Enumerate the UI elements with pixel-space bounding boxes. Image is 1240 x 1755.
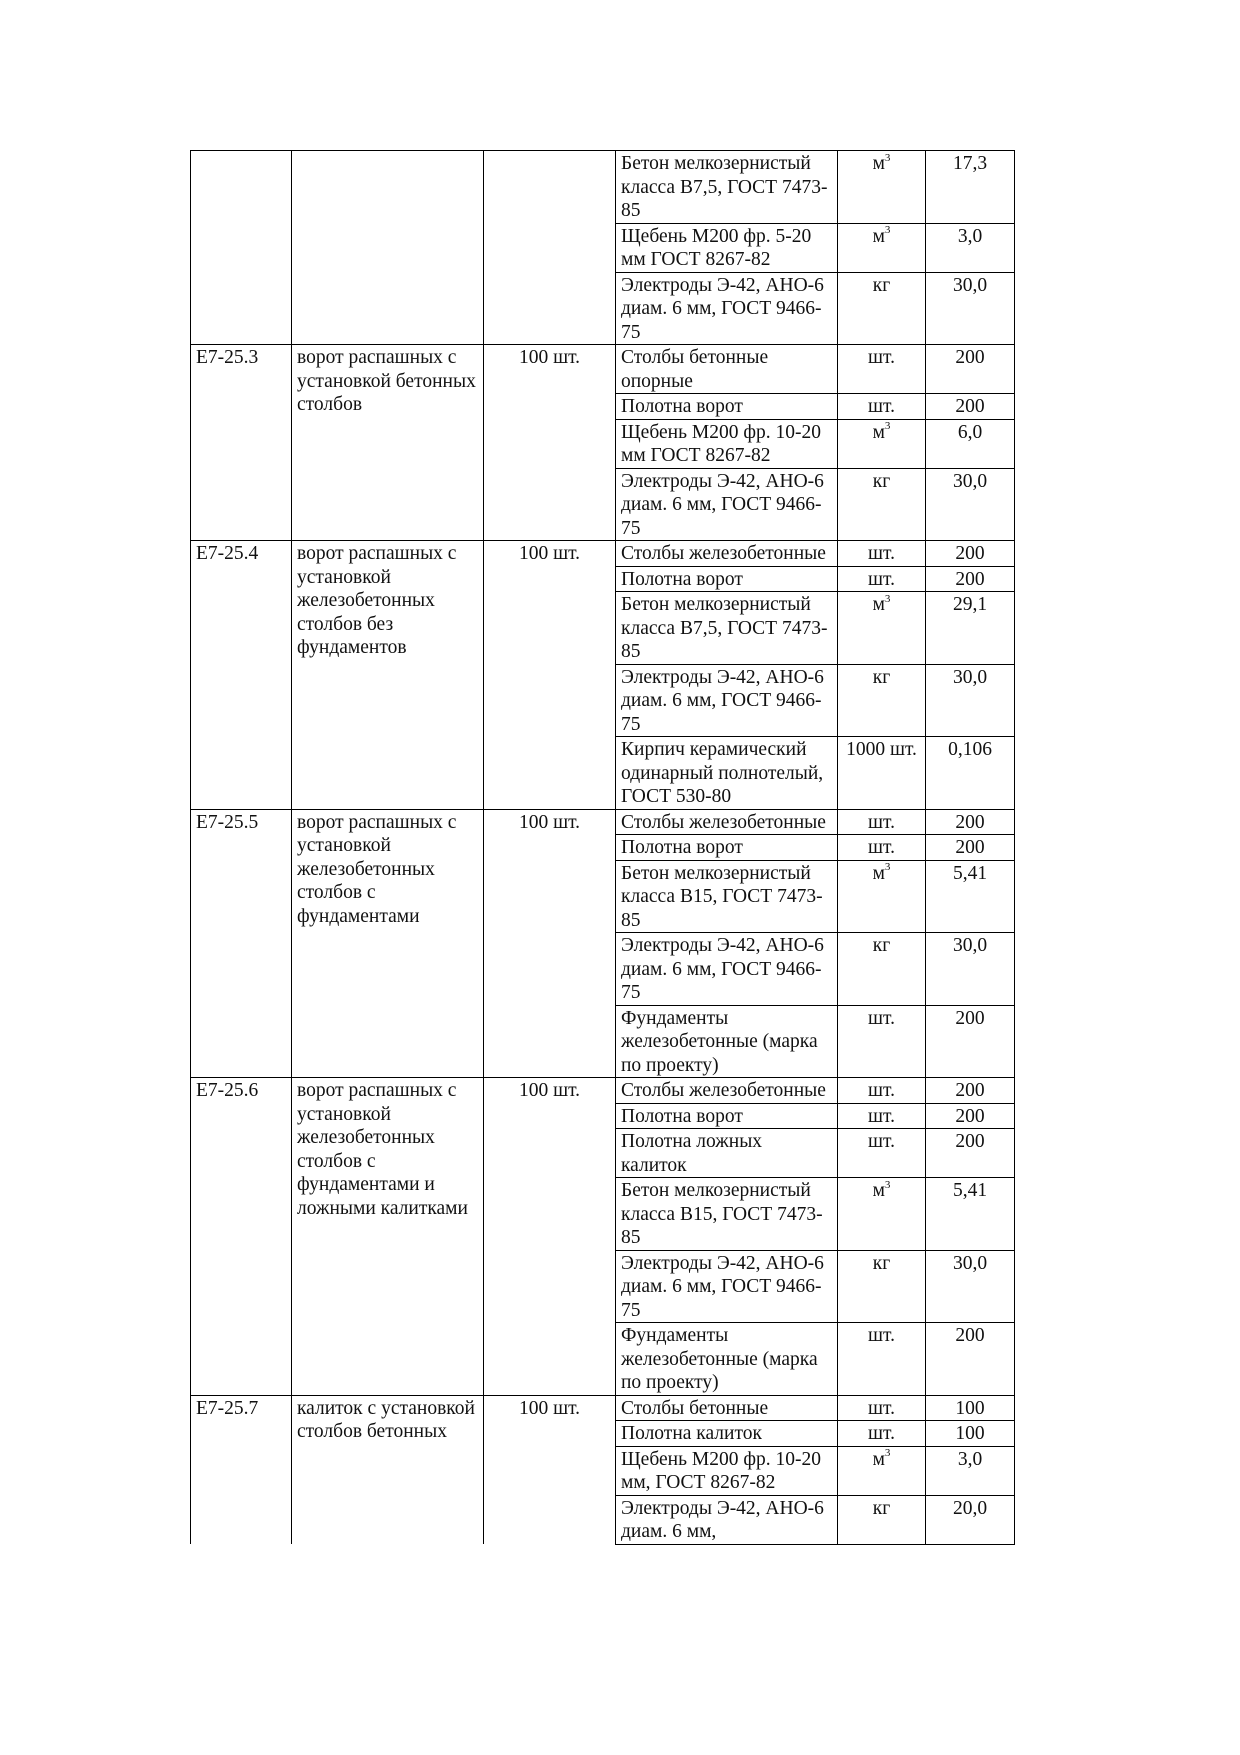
measure-unit-cell: 100 шт. [484, 541, 616, 810]
resource-unit-text: м [872, 594, 885, 615]
resource-unit-cell [838, 151, 926, 224]
resource-name-cell: Столбы железобетонные [616, 541, 838, 567]
resource-quantity-cell: 200 [926, 541, 1015, 567]
resource-unit-text: кг [872, 666, 891, 688]
resource-quantity-cell: 200 [926, 1129, 1015, 1178]
resource-quantity-cell: 200 [926, 345, 1015, 394]
resource-quantity-cell: 29,1 [926, 592, 1015, 665]
resource-unit-cell [838, 468, 926, 541]
resource-unit-cell [838, 1421, 926, 1447]
resource-quantity-cell: 200 [926, 1005, 1015, 1078]
resource-unit-text: м [872, 1180, 885, 1201]
resource-unit-cell [838, 1446, 926, 1495]
resource-name-cell: Бетон мелкозернистый класса В7,5, ГОСТ 7473-85 [616, 592, 838, 665]
resource-unit-text: шт. [868, 837, 895, 858]
resource-unit-cell [838, 1495, 926, 1544]
table-row [191, 541, 1015, 567]
resource-quantity-cell: 100 [926, 1395, 1015, 1421]
resource-name-cell: Электроды Э-42, АНО-6 диам. 6 мм, ГОСТ 9466-75 [616, 1250, 838, 1323]
measure-unit-cell: 100 шт. [484, 809, 616, 1078]
resource-quantity-cell: 30,0 [926, 272, 1015, 345]
unit-exponent: 3 [884, 1447, 891, 1459]
norm-code-cell: Е7-25.7 [191, 1395, 292, 1544]
norm-code-cell: Е7-25.6 [191, 1078, 292, 1396]
resource-quantity-cell: 17,3 [926, 151, 1015, 224]
resource-unit-text: шт. [868, 1423, 895, 1444]
resource-quantity-cell: 30,0 [926, 1250, 1015, 1323]
measure-unit-cell: 100 шт. [484, 345, 616, 541]
resource-unit-text: шт. [868, 1105, 895, 1127]
resource-norms-table [190, 150, 1015, 1545]
resource-quantity-cell: 200 [926, 1323, 1015, 1396]
resource-unit-cell [838, 933, 926, 1006]
resource-name-cell: Полотна ворот [616, 835, 838, 861]
resource-name-cell: Электроды Э-42, АНО-6 диам. 6 мм, ГОСТ 9466-75 [616, 664, 838, 737]
resource-unit-text: шт. [868, 1007, 895, 1029]
work-name-cell: ворот распашных с установкой бетонных столбов [292, 345, 484, 541]
norm-code-cell: Е7-25.3 [191, 345, 292, 541]
resource-unit-cell [838, 1395, 926, 1421]
resource-unit-cell [838, 860, 926, 933]
work-name-cell: ворот распашных с установкой железобетонных столбов с фундаментами и ложными калитками [292, 1078, 484, 1396]
resource-unit-cell [838, 1178, 926, 1251]
resource-quantity-cell: 200 [926, 566, 1015, 592]
resource-unit-text: м [872, 421, 885, 443]
resource-unit-cell [838, 1103, 926, 1129]
resource-unit-text: кг [872, 935, 891, 956]
resource-name-cell: Столбы бетонные [616, 1395, 838, 1421]
resource-unit-text: кг [872, 1252, 891, 1274]
resource-unit-cell [838, 1005, 926, 1078]
norm-code-cell: Е7-25.5 [191, 809, 292, 1078]
resource-name-cell: Бетон мелкозернистый класса В15, ГОСТ 7473-85 [616, 1178, 838, 1251]
resource-name-cell: Щебень М200 фр. 10-20 мм ГОСТ 8267-82 [616, 419, 838, 468]
resource-unit-cell [838, 1129, 926, 1178]
unit-exponent: 3 [884, 592, 891, 605]
resource-name-cell: Электроды Э-42, АНО-6 диам. 6 мм, ГОСТ 9466-75 [616, 272, 838, 345]
resource-unit-text: шт. [868, 811, 895, 833]
resource-name-cell: Фундаменты железобетонные (марка по проекту) [616, 1323, 838, 1396]
resource-quantity-cell: 200 [926, 394, 1015, 420]
resource-unit-text: шт. [868, 347, 895, 368]
resource-unit-cell [838, 419, 926, 468]
resource-name-cell: Бетон мелкозернистый класса В7,5, ГОСТ 7473-85 [616, 151, 838, 224]
resource-unit-cell [838, 592, 926, 665]
resource-unit-text: кг [872, 470, 891, 492]
resource-unit-text: м [872, 862, 885, 884]
resource-unit-cell [838, 541, 926, 567]
table-row [191, 1395, 1015, 1421]
resource-quantity-cell: 30,0 [926, 933, 1015, 1006]
resource-quantity-cell: 200 [926, 1103, 1015, 1129]
resource-quantity-cell: 3,0 [926, 223, 1015, 272]
resource-name-cell: Щебень М200 фр. 10-20 мм, ГОСТ 8267-82 [616, 1446, 838, 1495]
resource-unit-cell [838, 272, 926, 345]
resource-name-cell: Полотна ворот [616, 566, 838, 592]
resource-unit-text: шт. [868, 396, 895, 417]
resource-unit-text: шт. [868, 1080, 895, 1101]
resource-quantity-cell: 30,0 [926, 664, 1015, 737]
resource-quantity-cell: 100 [926, 1421, 1015, 1447]
work-name-cell: ворот распашных с установкой железобетонных столбов с фундаментами [292, 809, 484, 1078]
unit-exponent: 3 [884, 151, 891, 164]
unit-exponent: 3 [884, 1178, 891, 1191]
resource-name-cell: Кирпич керамический одинарный полнотелый, ГОСТ 530-80 [616, 737, 838, 810]
resource-unit-cell [838, 664, 926, 737]
resource-name-cell: Столбы железобетонные [616, 809, 838, 835]
resource-quantity-cell: 200 [926, 1078, 1015, 1104]
resource-unit-text: м [872, 153, 885, 174]
norm-code-cell: Е7-25.4 [191, 541, 292, 810]
resource-name-cell: Фундаменты железобетонные (марка по проекту) [616, 1005, 838, 1078]
resource-unit-text: кг [872, 274, 891, 296]
resource-unit-cell [838, 1078, 926, 1104]
resource-quantity-cell: 200 [926, 809, 1015, 835]
table-row [191, 809, 1015, 835]
resource-quantity-cell: 0,106 [926, 737, 1015, 810]
resource-name-cell: Столбы железобетонные [616, 1078, 838, 1104]
resource-unit-text: м [872, 1448, 885, 1470]
resource-unit-text: 1000 шт. [846, 739, 917, 760]
resource-unit-cell [838, 737, 926, 810]
resource-quantity-cell: 20,0 [926, 1495, 1015, 1544]
resource-unit-cell [838, 835, 926, 861]
work-name-cell: ворот распашных с установкой железобетонных столбов без фундаментов [292, 541, 484, 810]
unit-exponent: 3 [884, 224, 891, 236]
resource-quantity-cell: 30,0 [926, 468, 1015, 541]
resource-name-cell: Полотна ворот [616, 394, 838, 420]
resource-unit-text: шт. [868, 1131, 895, 1152]
resource-quantity-cell: 200 [926, 835, 1015, 861]
resource-name-cell: Щебень М200 фр. 5-20 мм ГОСТ 8267-82 [616, 223, 838, 272]
resource-unit-cell [838, 809, 926, 835]
table-row [191, 151, 1015, 224]
resource-name-cell: Электроды Э-42, АНО-6 диам. 6 мм, ГОСТ 9466-75 [616, 933, 838, 1006]
resource-unit-cell [838, 1323, 926, 1396]
resource-name-cell: Полотна калиток [616, 1421, 838, 1447]
resource-unit-text: шт. [868, 543, 895, 564]
resource-unit-text: шт. [868, 1325, 895, 1346]
resource-quantity-cell: 5,41 [926, 860, 1015, 933]
resource-unit-text: шт. [868, 568, 895, 590]
unit-exponent: 3 [884, 420, 891, 432]
resource-name-cell: Электроды Э-42, АНО-6 диам. 6 мм, [616, 1495, 838, 1544]
table-row [191, 1078, 1015, 1104]
resource-unit-cell [838, 345, 926, 394]
resource-name-cell: Электроды Э-42, АНО-6 диам. 6 мм, ГОСТ 9466-75 [616, 468, 838, 541]
resource-unit-text: шт. [868, 1397, 895, 1419]
norm-code-cell [191, 151, 292, 345]
table-row [191, 345, 1015, 394]
resource-name-cell: Бетон мелкозернистый класса В15, ГОСТ 7473-85 [616, 860, 838, 933]
measure-unit-cell: 100 шт. [484, 1395, 616, 1544]
measure-unit-cell [484, 151, 616, 345]
resource-unit-cell [838, 223, 926, 272]
resource-unit-text: м [872, 225, 885, 247]
resource-name-cell: Полотна ворот [616, 1103, 838, 1129]
resource-name-cell: Полотна ложных калиток [616, 1129, 838, 1178]
measure-unit-cell: 100 шт. [484, 1078, 616, 1396]
resource-unit-text: кг [872, 1497, 891, 1519]
work-name-cell [292, 151, 484, 345]
resource-unit-cell [838, 1250, 926, 1323]
unit-exponent: 3 [884, 861, 891, 873]
resource-quantity-cell: 5,41 [926, 1178, 1015, 1251]
work-name-cell: калиток с установкой столбов бетонных [292, 1395, 484, 1544]
resource-name-cell: Столбы бетонные опорные [616, 345, 838, 394]
resource-quantity-cell: 6,0 [926, 419, 1015, 468]
resource-quantity-cell: 3,0 [926, 1446, 1015, 1495]
resource-unit-cell [838, 566, 926, 592]
resource-unit-cell [838, 394, 926, 420]
